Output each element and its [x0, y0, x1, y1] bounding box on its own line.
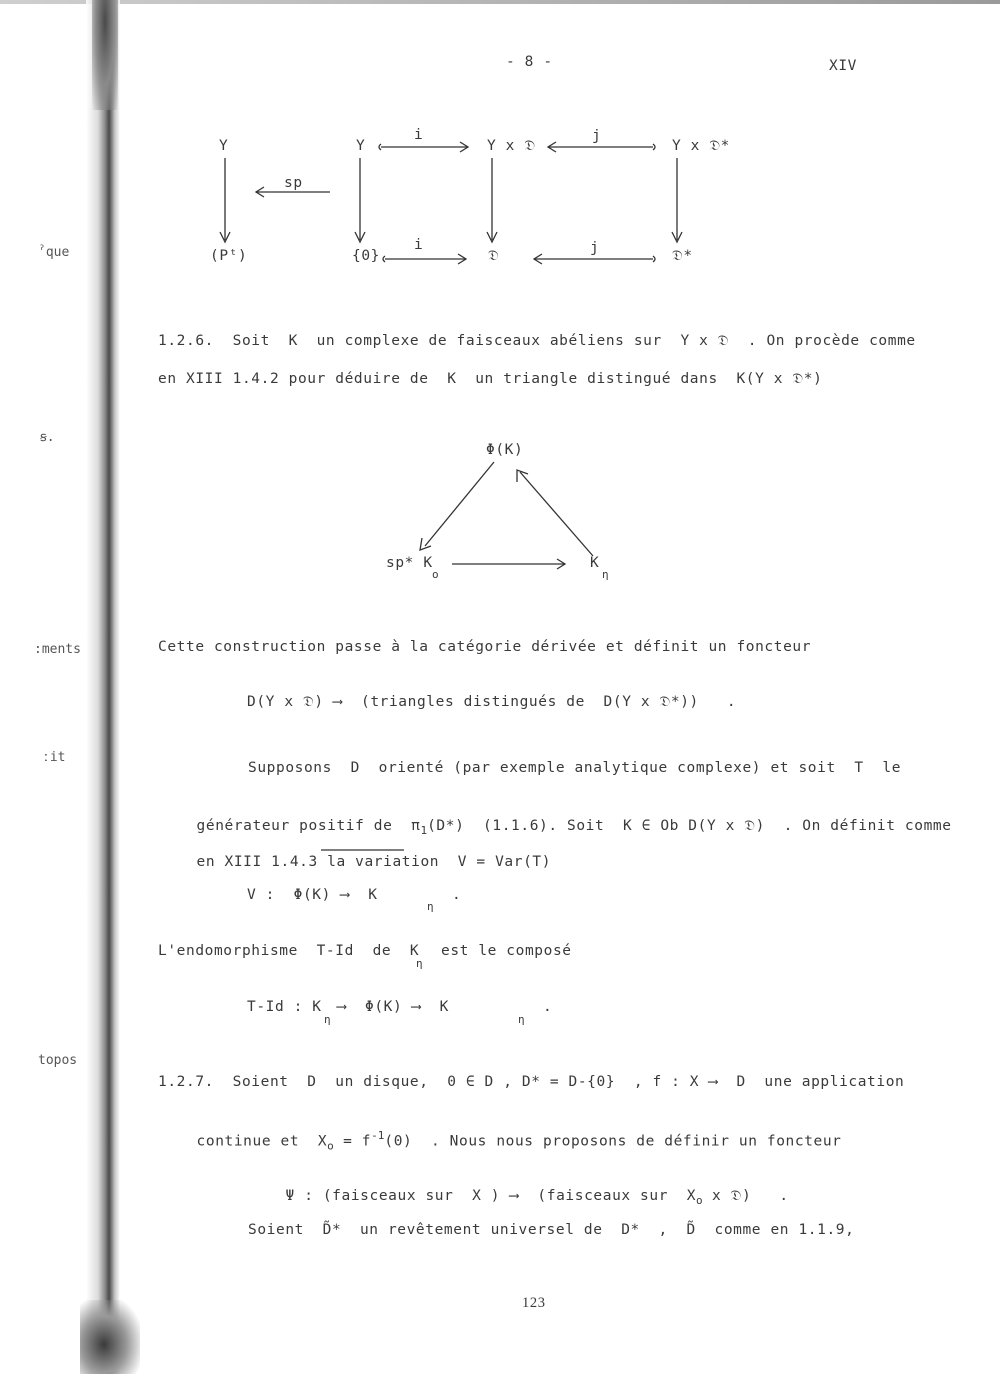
line3-part-a: en XIII 1.4.3 la	[196, 854, 356, 870]
line2-c: (0) . Nous nous proposons de définir un foncteur	[384, 1133, 842, 1150]
formula-TId-b: ⟶ Φ(K) ⟶ K	[337, 999, 449, 1015]
para-soient: Soient D̃* un revêtement universel de D* , D̃ comme en 1.1.9,	[248, 1222, 855, 1238]
formula-V-end: .	[452, 887, 462, 903]
formula-TId-sub2: η	[518, 1013, 525, 1026]
diagram-left-Y: Y	[219, 138, 229, 154]
psi-a: Ψ : (faisceaux sur X ) ⟶ (faisceaux sur X	[285, 1188, 697, 1204]
triangle-right: K	[590, 555, 600, 571]
para-endo-b: est le composé	[441, 943, 572, 959]
para-1-2-6-line1: 1.2.6. Soit K un complexe de faisceaux abéliens sur Y x 𝔇 . On procède comme	[158, 333, 916, 349]
triangle-left-sub: o	[432, 568, 439, 581]
diagram-i-bottom: i	[414, 237, 424, 253]
para-endo-a: L'endomorphisme T-Id de K	[158, 943, 420, 959]
diagram-Y-mid: Y	[356, 138, 366, 154]
diagram-bottom-D: 𝔇	[488, 248, 500, 264]
para-construction: Cette construction passe à la catégorie dérivée et définit un foncteur	[158, 639, 812, 655]
formula-Psi	[247, 1166, 789, 1226]
para-1-2-7-line2	[158, 1110, 842, 1172]
line2-part-a: générateur positif de π	[196, 818, 421, 834]
line2-a: continue et X	[196, 1133, 328, 1150]
line2-sub: 1	[420, 824, 428, 838]
para-1-2-7-line1: 1.2.7. Soient D un disque, 0 ∈ D , D* = D-{0} , f : X ⟶ D une application	[158, 1074, 905, 1090]
variation-word: variation	[355, 854, 440, 870]
line3-part-b: V = Var(T)	[439, 854, 552, 870]
diagram-Y-x-D: Y x 𝔇	[487, 138, 536, 154]
margin-note-5: topos	[38, 1053, 78, 1068]
margin-note-4: ːit	[42, 750, 66, 765]
footer-page-number: 123	[522, 1295, 546, 1311]
diagram-Y-x-Dstar: Y x 𝔇*	[672, 138, 731, 154]
psi-b: x 𝔇) .	[702, 1188, 789, 1204]
diagram-left-bottom: (Pᵗ)	[210, 248, 248, 264]
line2-b: = f	[333, 1133, 372, 1150]
formula-V: V : Φ(K) ⟶ K	[247, 887, 378, 903]
triangle-left: sp* K	[386, 555, 433, 571]
formula-TId-sub1: η	[324, 1013, 331, 1026]
para-supposons-line3	[158, 832, 551, 889]
formula-TId-a: T-Id : K	[247, 999, 322, 1015]
triangle-right-sub: η	[602, 568, 609, 581]
formula-functor: D(Y x 𝔇) ⟶ (triangles distingués de D(Y x 𝔇*)) .	[247, 694, 737, 710]
diagram-j-top: j	[592, 128, 602, 144]
diagram-i-top: i	[414, 127, 424, 143]
line2-part-b: (D*) (1.1.6). Soit K ∈ Ob D(Y x 𝔇) . On définit comme	[427, 818, 952, 834]
para-endo-sub: η	[416, 957, 423, 970]
formula-V-sub: η	[427, 900, 434, 913]
diagram-bottom-Dstar: 𝔇*	[672, 248, 693, 264]
line2-sup: -1	[371, 1129, 385, 1142]
diagram-bottom-0: {0}	[352, 248, 380, 264]
diagram-j-bottom: j	[590, 240, 600, 256]
page-header-number: - 8 -	[506, 54, 553, 70]
triangle-top: Φ(K)	[486, 442, 524, 458]
line2-sub-o: o	[327, 1139, 334, 1153]
chapter-label: XIV	[829, 58, 857, 74]
psi-sub: o	[696, 1194, 703, 1208]
formula-TId-end: .	[543, 999, 553, 1015]
para-1-2-6-line2: en XIII 1.4.2 pour déduire de K un triangle distingué dans K(Y x 𝔇*)	[158, 371, 823, 387]
para-supposons-line1: Supposons D orienté (par exemple analytique complexe) et soit T le	[248, 760, 902, 776]
margin-note-2: ꞩ.	[40, 430, 55, 445]
margin-note-3: :ments	[34, 642, 81, 657]
margin-note-1: ˀque	[38, 245, 70, 260]
diagram-sp-label: sp	[284, 175, 303, 191]
